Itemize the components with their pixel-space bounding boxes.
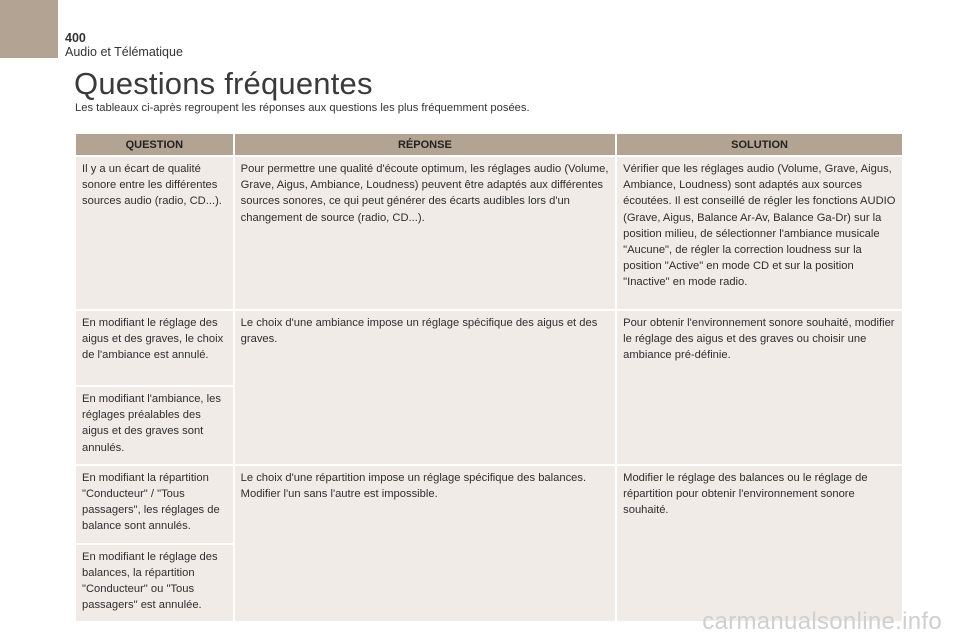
header-question: QUESTION (76, 134, 233, 155)
solution-cell: Pour obtenir l'environnement sonore souhaité, modifier le réglage des aigus et des graves ou choisir une ambiance pré-définie. (617, 311, 902, 464)
section-name: Audio et Télématique (65, 45, 183, 59)
response-cell: Le choix d'une ambiance impose un réglage spécifique des aigus et des graves. (235, 311, 615, 464)
header-solution: SOLUTION (617, 134, 902, 155)
solution-cell: Modifier le réglage des balances ou le réglage de répartition pour obtenir l'environnement sonore souhaité. (617, 466, 902, 622)
response-cell: Le choix d'une répartition impose un réglage spécifique des balances. Modifier l'un sans l'autre est impossible. (235, 466, 615, 622)
header-response: RÉPONSE (235, 134, 615, 155)
question-cell: En modifiant le réglage des balances, la répartition "Conducteur" ou "Tous passagers" est annulée. (76, 545, 233, 622)
solution-cell: Vérifier que les réglages audio (Volume, Grave, Aigus, Ambiance, Loudness) sont adaptés aux sources écoutées. Il est conseillé de régler les fonctions AUDIO (Grave, Aigus, Balance Ar-Av, Balance Ga-Dr) sur la position milieu, de sélectionner l'ambiance musicale "Aucune", de régler la correction loudness sur la position "Active" en mode CD et sur la position "Inactive" en mode radio. (617, 157, 902, 309)
page-tab-marker (0, 0, 58, 58)
page-title: Questions fréquentes (74, 66, 373, 101)
question-cell: Il y a un écart de qualité sonore entre les différentes sources audio (radio, CD...). (76, 157, 233, 309)
response-cell: Pour permettre une qualité d'écoute optimum, les réglages audio (Volume, Grave, Aigus, Ambiance, Loudness) peuvent être adaptés aux différentes sources sonores, ce qui peut générer des écarts audibles lors d'un changement de source (radio, CD...). (235, 157, 615, 309)
faq-table (74, 132, 904, 623)
table-row (76, 157, 902, 309)
page-number: 400 (65, 31, 86, 45)
watermark: carmanualsonline.info (702, 608, 942, 635)
table-row (76, 466, 902, 543)
table-header-row (76, 134, 902, 155)
question-cell: En modifiant la répartition "Conducteur" / "Tous passagers", les réglages de balance sont annulés. (76, 466, 233, 543)
table-row (76, 311, 902, 385)
question-cell: En modifiant l'ambiance, les réglages préalables des aigus et des graves sont annulés. (76, 387, 233, 464)
question-cell: En modifiant le réglage des aigus et des graves, le choix de l'ambiance est annulé. (76, 311, 233, 385)
intro-text: Les tableaux ci-après regroupent les réponses aux questions les plus fréquemment posées. (75, 102, 530, 114)
